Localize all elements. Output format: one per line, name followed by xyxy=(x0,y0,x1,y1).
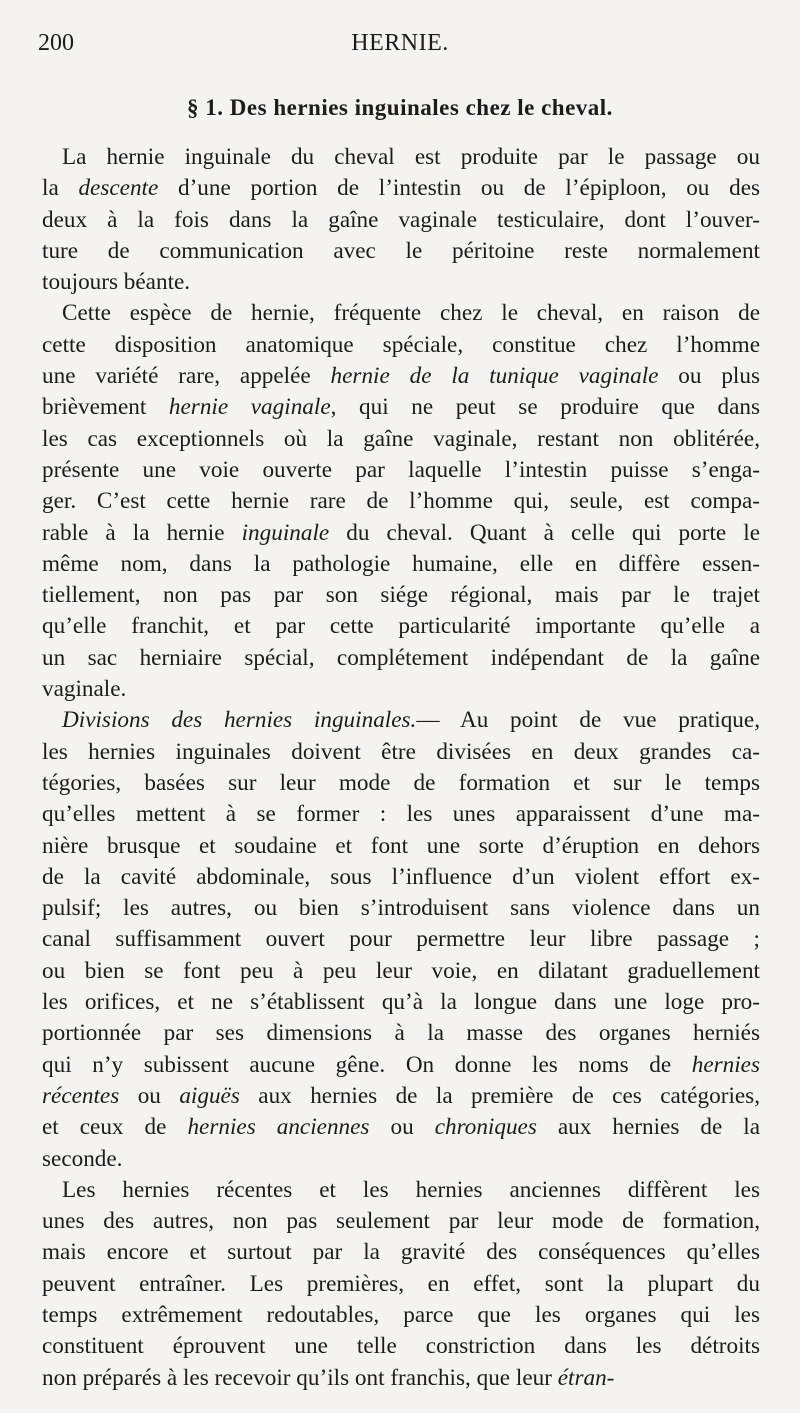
text-run: mais encore et surtout par la gravité des conséquences qu’elles xyxy=(42,1239,760,1266)
text-run: ou bien se font peu à peu leur voie, en dilatant graduellement xyxy=(42,957,760,984)
paragraph xyxy=(42,298,760,705)
italic-term: descente xyxy=(78,175,159,202)
text-run: brièvement xyxy=(42,394,169,421)
text-line xyxy=(42,1112,760,1143)
text-run: de la cavité abdominale, sous l’influence d’un violent effort ex- xyxy=(42,863,760,890)
italic-term: récentes xyxy=(42,1082,120,1109)
italic-term: chroniques xyxy=(434,1114,537,1141)
text-line xyxy=(42,1081,760,1112)
text-run: peuvent entraîner. Les premières, en effet, sont la plupart du xyxy=(42,1270,760,1297)
running-title: HERNIE. xyxy=(351,30,449,56)
text-line xyxy=(42,236,760,267)
text-run: même nom, dans la pathologie humaine, elle en diffère essen- xyxy=(42,550,760,577)
text-line xyxy=(42,142,760,173)
text-run: du cheval. Quant à celle qui porte le xyxy=(329,519,760,546)
text-line xyxy=(42,1331,760,1362)
text-line xyxy=(42,1050,760,1081)
text-line xyxy=(42,737,760,768)
text-line xyxy=(42,1144,760,1175)
italic-term: inguinale xyxy=(241,519,330,546)
text-run: temps extrêmement redoutables, parce que les organes qui les xyxy=(42,1301,760,1328)
text-line xyxy=(42,1300,760,1331)
text-line xyxy=(42,799,760,830)
text-run: une variété rare, appelée xyxy=(42,363,331,390)
text-run: , qui ne peut se produire que dans xyxy=(330,394,760,421)
body-text xyxy=(42,142,760,1394)
text-line xyxy=(42,298,760,329)
text-run: la xyxy=(42,175,79,202)
text-run: présente une voie ouverte par laquelle l’intestin puisse s’enga- xyxy=(42,456,760,483)
text-line xyxy=(42,1363,760,1394)
italic-term: Divisions des hernies inguinales. xyxy=(62,707,417,734)
text-line xyxy=(42,267,760,298)
text-run: ture de communication avec le péritoine reste normalement xyxy=(42,237,760,264)
text-run: ou xyxy=(369,1114,435,1141)
text-line xyxy=(42,392,760,423)
text-line xyxy=(42,893,760,924)
italic-term: étran- xyxy=(557,1364,615,1391)
text-line xyxy=(42,956,760,987)
text-line xyxy=(42,643,760,674)
text-run: les orifices, et ne s’établissent qu’à la longue dans une loge pro- xyxy=(42,989,760,1016)
text-run: tégories, basées sur leur mode de formation et sur le temps xyxy=(42,769,760,796)
text-run: les cas exceptionnels où la gaîne vaginale, restant non oblitérée, xyxy=(42,425,760,452)
text-run: ou plus xyxy=(658,363,760,390)
text-line xyxy=(42,611,760,642)
italic-term: hernie de la tunique vaginale xyxy=(330,363,659,390)
text-run: pulsif; les autres, ou bien s’introduisent sans violence dans un xyxy=(42,895,760,922)
text-line xyxy=(42,424,760,455)
text-run: les hernies inguinales doivent être divisées en deux grandes ca- xyxy=(42,738,760,765)
text-run: tiellement, non pas par son siége régional, mais par le trajet xyxy=(42,582,760,609)
text-line xyxy=(42,1206,760,1237)
text-run: Les hernies récentes et les hernies anciennes diffèrent les xyxy=(62,1176,760,1203)
text-run: Cette espèce de hernie, fréquente chez le cheval, en raison de xyxy=(62,300,760,327)
text-run: qui n’y subissent aucune gêne. On donne les noms de xyxy=(42,1051,692,1078)
italic-term: hernies anciennes xyxy=(187,1114,370,1141)
paragraph xyxy=(42,142,760,298)
text-line xyxy=(42,1175,760,1206)
text-line xyxy=(42,455,760,486)
section-title: § 1. Des hernies inguinales chez le cheval. xyxy=(187,95,613,120)
text-run: d’une portion de l’intestin ou de l’épiploon, ou des xyxy=(158,175,761,202)
italic-term: aiguës xyxy=(179,1082,240,1109)
text-run: ger. C’est cette hernie rare de l’homme qui, seule, est compa- xyxy=(42,488,760,515)
text-line xyxy=(42,1237,760,1268)
text-run: La hernie inguinale du cheval est produite par le passage ou xyxy=(62,144,760,170)
text-run: seconde. xyxy=(42,1145,123,1172)
text-line xyxy=(42,361,760,392)
text-line xyxy=(42,768,760,799)
text-line xyxy=(42,1269,760,1300)
text-run: deux à la fois dans la gaîne vaginale testiculaire, dont l’ouver- xyxy=(42,206,760,233)
text-line xyxy=(42,674,760,705)
italic-term: hernie vaginale xyxy=(168,394,331,421)
text-line xyxy=(42,549,760,580)
text-run: — Au point de vue pratique, xyxy=(416,707,760,734)
text-line xyxy=(42,705,760,736)
text-line xyxy=(42,518,760,549)
text-line xyxy=(42,1018,760,1049)
paragraph xyxy=(42,1175,760,1394)
page-header xyxy=(38,30,762,64)
text-line xyxy=(42,862,760,893)
text-line xyxy=(42,987,760,1018)
text-run: toujours béante. xyxy=(42,269,191,296)
text-run: et ceux de xyxy=(42,1114,188,1141)
text-run: ou xyxy=(119,1082,180,1109)
text-run: constituent éprouvent une telle constriction dans les détroits xyxy=(42,1333,760,1360)
text-run: qu’elle franchit, et par cette particularité importante qu’elle a xyxy=(42,613,760,640)
text-line xyxy=(42,205,760,236)
text-run: aux hernies de la xyxy=(536,1114,761,1141)
text-run: aux hernies de la première de ces catégories, xyxy=(239,1082,760,1109)
text-line xyxy=(42,924,760,955)
italic-term: hernies xyxy=(691,1051,760,1078)
text-line xyxy=(42,580,760,611)
text-run: portionnée par ses dimensions à la masse des organes herniés xyxy=(42,1020,760,1047)
text-run: vaginale. xyxy=(42,676,127,703)
text-run: cette disposition anatomique spéciale, constitue chez l’homme xyxy=(42,331,760,358)
text-run: un sac herniaire spécial, complétement indépendant de la gaîne xyxy=(42,644,760,671)
text-line xyxy=(42,831,760,862)
text-line xyxy=(42,486,760,517)
text-line xyxy=(42,330,760,361)
paragraph xyxy=(42,705,760,1174)
text-run: non préparés à les recevoir qu’ils ont franchis, que leur xyxy=(42,1364,558,1391)
text-run: nière brusque et soudaine et font une sorte d’éruption en dehors xyxy=(42,832,760,859)
page-number: 200 xyxy=(38,30,74,56)
text-run: qu’elles mettent à se former : les unes apparaissent d’une ma- xyxy=(42,801,760,828)
text-run: rable à la hernie xyxy=(42,519,242,546)
text-run: unes des autres, non pas seulement par leur mode de formation, xyxy=(42,1208,760,1235)
text-line xyxy=(42,173,760,204)
text-run: canal suffisamment ouvert pour permettre leur libre passage ; xyxy=(42,926,760,953)
